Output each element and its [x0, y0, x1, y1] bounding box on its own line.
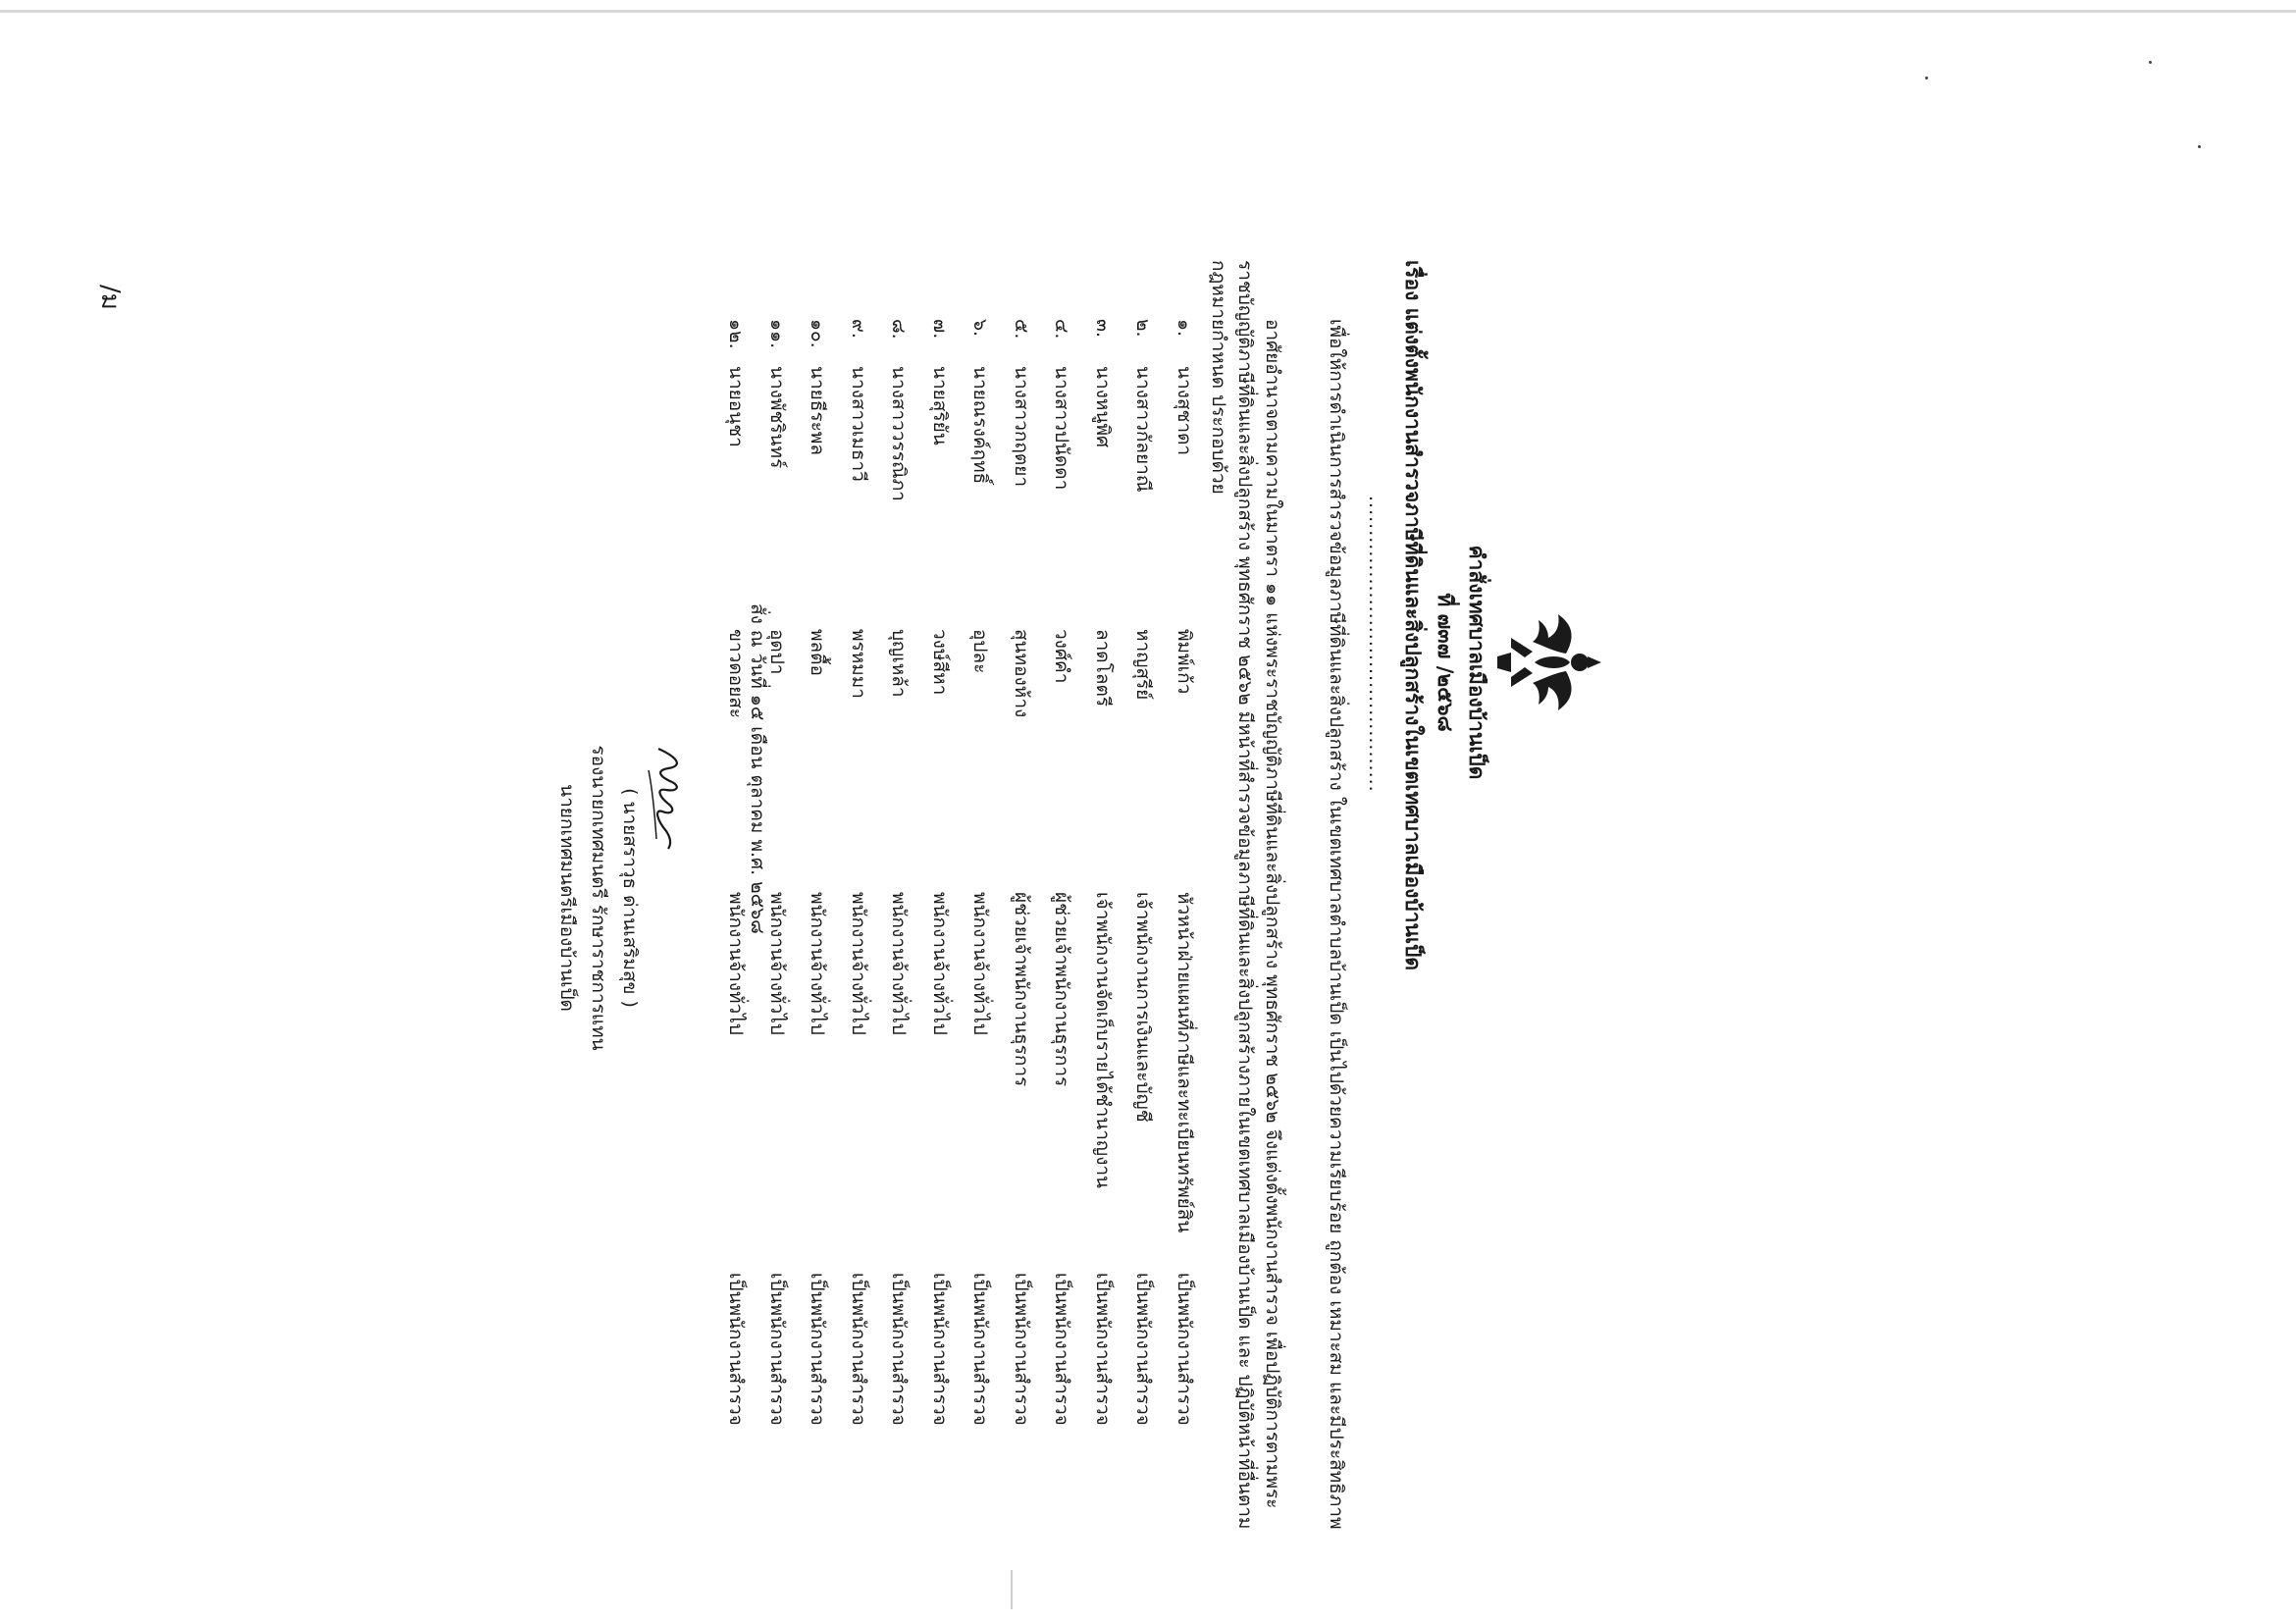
- scan-edge-line: [0, 10, 2296, 13]
- appointee-role: เป็นพนักงานสำรวจ: [969, 1273, 992, 1426]
- appointee-position: พนักงานจ้างทั่วไป: [724, 892, 747, 1035]
- scan-fold-mark: [1011, 1570, 1013, 1609]
- appointee-number: ๕.: [1010, 319, 1032, 340]
- order-title: คำสั่งเทศบาลเมืองบ้านเป็ด: [1465, 545, 1488, 780]
- intro-paragraph: เพื่อให้การดำเนินการสำรวจข้อมูลภาษีที่ดินและสิ่งปลูกสร้าง ในเขตเทศบาลตำบลบ้านเป็ด เป็นไปด้วยความเรียบร้อย ถูกต้อง เหมาะสม และมีประสิทธิภาพ: [1326, 319, 1347, 1530]
- appointee-first-name: นางหนูพิศ: [1091, 366, 1114, 448]
- appointee-position: เจ้าพนักงานการเงินและบัญชี: [1132, 892, 1155, 1123]
- appointee-last-name: ขาวดอยสะ: [724, 629, 747, 719]
- appointee-first-name: นางพัชรินทร์: [765, 366, 788, 469]
- signer-name: ( นายสราวุธ ด่านเสริมสุข ): [619, 788, 641, 1008]
- appointee-last-name: อุปละ: [969, 629, 992, 674]
- appointee-row: [790, 319, 831, 1434]
- appointee-row: [871, 319, 913, 1434]
- appointee-row: [912, 319, 953, 1434]
- appointee-position: ผู้ช่วยเจ้าพนักงานธุรการ: [1051, 892, 1073, 1087]
- appointee-number: ๑๒.: [724, 319, 747, 349]
- signer-title-mayor: นายกเทศมนตรีเมืองบ้านเป็ด: [556, 784, 578, 1012]
- appointee-last-name: ลาดโลตรี: [1091, 629, 1114, 707]
- appointee-role: เป็นพนักงานสำรวจ: [847, 1273, 869, 1426]
- appointee-last-name: พิมพ์เก้ว: [1174, 629, 1195, 695]
- appointee-first-name: นางสาวปนัดดา: [1051, 366, 1073, 491]
- appointee-role: เป็นพนักงานสำรวจ: [928, 1273, 951, 1426]
- appointee-row: [1034, 319, 1075, 1434]
- appointee-last-name: พรหมมา: [847, 629, 869, 699]
- appointee-position: พนักงานจ้างทั่วไป: [765, 892, 788, 1035]
- scan-speck: [2198, 145, 2201, 148]
- appointee-position: พนักงานจ้างทั่วไป: [888, 892, 911, 1035]
- appointee-row: [993, 319, 1034, 1434]
- appointee-role: เป็นพนักงานสำรวจ: [807, 1273, 829, 1426]
- appointee-first-name: นางสาววรรณิภา: [888, 366, 911, 501]
- appointee-row: [1156, 319, 1197, 1434]
- appointee-first-name: นางสาวเมธาวี: [847, 366, 869, 482]
- appointee-number: ๗.: [928, 319, 951, 340]
- appointee-position: ผู้ช่วยเจ้าพนักงานธุรการ: [1010, 892, 1032, 1087]
- appointee-number: ๙.: [847, 319, 869, 339]
- appointee-role: เป็นพนักงานสำรวจ: [1010, 1273, 1032, 1426]
- rotated-document: [95, 172, 1609, 1545]
- appointee-first-name: นายสุริยัน: [928, 366, 951, 445]
- appointee-first-name: นางสาวกัลยาณี: [1132, 366, 1155, 493]
- appointee-first-name: นายณรงค์ฤทธิ์: [969, 366, 992, 485]
- appointee-number: ๑๑.: [765, 319, 788, 349]
- order-subject: เรื่อง แต่งตั้งพนักงานสำรวจภาษีที่ดินและสิ่งปลูกสร้างในเขตเทศบาลเมืองบ้านเป็ด: [1401, 260, 1425, 971]
- order-number: ที่ ๗๓๗ /๒๕๖๘: [1434, 593, 1457, 732]
- separator-dots: ...........................................: [1365, 496, 1386, 793]
- appointee-role: เป็นพนักงานสำรวจ: [1174, 1273, 1195, 1426]
- appointee-first-name: นายธีระพล: [807, 366, 829, 455]
- appointee-number: ๖.: [969, 319, 992, 338]
- appointee-number: ๘.: [888, 319, 911, 340]
- appointee-last-name: วงศ์คำ: [1051, 629, 1073, 684]
- appointee-last-name: วงษ์สีหา: [928, 629, 951, 696]
- garuda-emblem-icon: [1491, 608, 1609, 716]
- page-mark: /ม: [95, 285, 125, 310]
- appointee-first-name: นางสาวกฤตยา: [1010, 366, 1032, 488]
- authority-paragraph: อาศัยอำนาจตามความในมาตรา ๑๑ แห่งพระราชบัญญัติภาษีที่ดินและสิ่งปลูกสร้าง พุทธศักราช ๒๕๖๒ จึงแต่งตั้งพนักงานสำรวจ เพื่อปฏิบัติการตามพระราชบัญญัติภาษีที่ดินและสิ่งปลูกสร้าง พุทธศักราช ๒๕๖๒ มีหน้าที่สำรวจข้อมูลภาษีที่ดินและสิ่งปลูกสร้างภายในเขตเทศบาลเมืองบ้านเป็ด และ ปฏิบัติหน้าที่อื่นตามกฎหมายกำหนด ประกอบด้วย: [1207, 260, 1283, 1530]
- appointee-role: เป็นพนักงานสำรวจ: [888, 1273, 911, 1426]
- scan-speck: [1925, 77, 1928, 79]
- appointee-last-name: บุญเหล้า: [888, 629, 911, 698]
- handwritten-signature: [643, 741, 692, 859]
- appointee-role: เป็นพนักงานสำรวจ: [1132, 1273, 1155, 1426]
- appointee-last-name: พลตื้อ: [807, 629, 829, 676]
- appointee-row: [953, 319, 994, 1434]
- appointee-row: [1074, 319, 1116, 1434]
- appointee-number: ๒.: [1132, 319, 1155, 338]
- appointee-position: พนักงานจ้างทั่วไป: [807, 892, 829, 1035]
- appointee-row: [830, 319, 871, 1434]
- appointee-last-name: อุดปา: [765, 629, 788, 675]
- appointee-role: เป็นพนักงานสำรวจ: [724, 1273, 747, 1426]
- appointee-last-name: สุนทองห้าง: [1010, 629, 1032, 718]
- scan-speck: [2149, 61, 2152, 64]
- appointee-position: พนักงานจ้างทั่วไป: [847, 892, 869, 1035]
- given-date: สั่ง ณ วันที่ ๑๕ เดือน ตุลาคม พ.ศ. ๒๕๖๘: [747, 603, 768, 934]
- appointee-number: ๓.: [1091, 319, 1114, 339]
- appointee-last-name: หาญสุรีย์: [1132, 629, 1155, 701]
- appointee-position: หัวหน้าฝ่ายแผนที่ภาษีและทะเบียนทรัพย์สิน: [1174, 892, 1195, 1233]
- appointee-number: ๔.: [1051, 319, 1073, 340]
- appointee-first-name: นางสุชาดา: [1174, 366, 1195, 456]
- appointee-position: เจ้าพนักงานจัดเก็บรายได้ชำนาญงาน: [1091, 892, 1114, 1189]
- appointee-row: [1116, 319, 1157, 1434]
- appointee-position: พนักงานจ้างทั่วไป: [969, 892, 992, 1035]
- appointee-position: พนักงานจ้างทั่วไป: [928, 892, 951, 1035]
- appointee-role: เป็นพนักงานสำรวจ: [1091, 1273, 1114, 1426]
- appointee-number: ๑.: [1174, 319, 1195, 338]
- appointee-first-name: นายอนุชา: [724, 366, 747, 447]
- appointees-table: [707, 319, 1197, 1434]
- appointee-role: เป็นพนักงานสำรวจ: [765, 1273, 788, 1426]
- appointee-role: เป็นพนักงานสำรวจ: [1051, 1273, 1073, 1426]
- signer-title-acting: รองนายกเทศมนตรี รักษาราชการแทน: [588, 745, 609, 1051]
- appointee-number: ๑๐.: [807, 319, 829, 348]
